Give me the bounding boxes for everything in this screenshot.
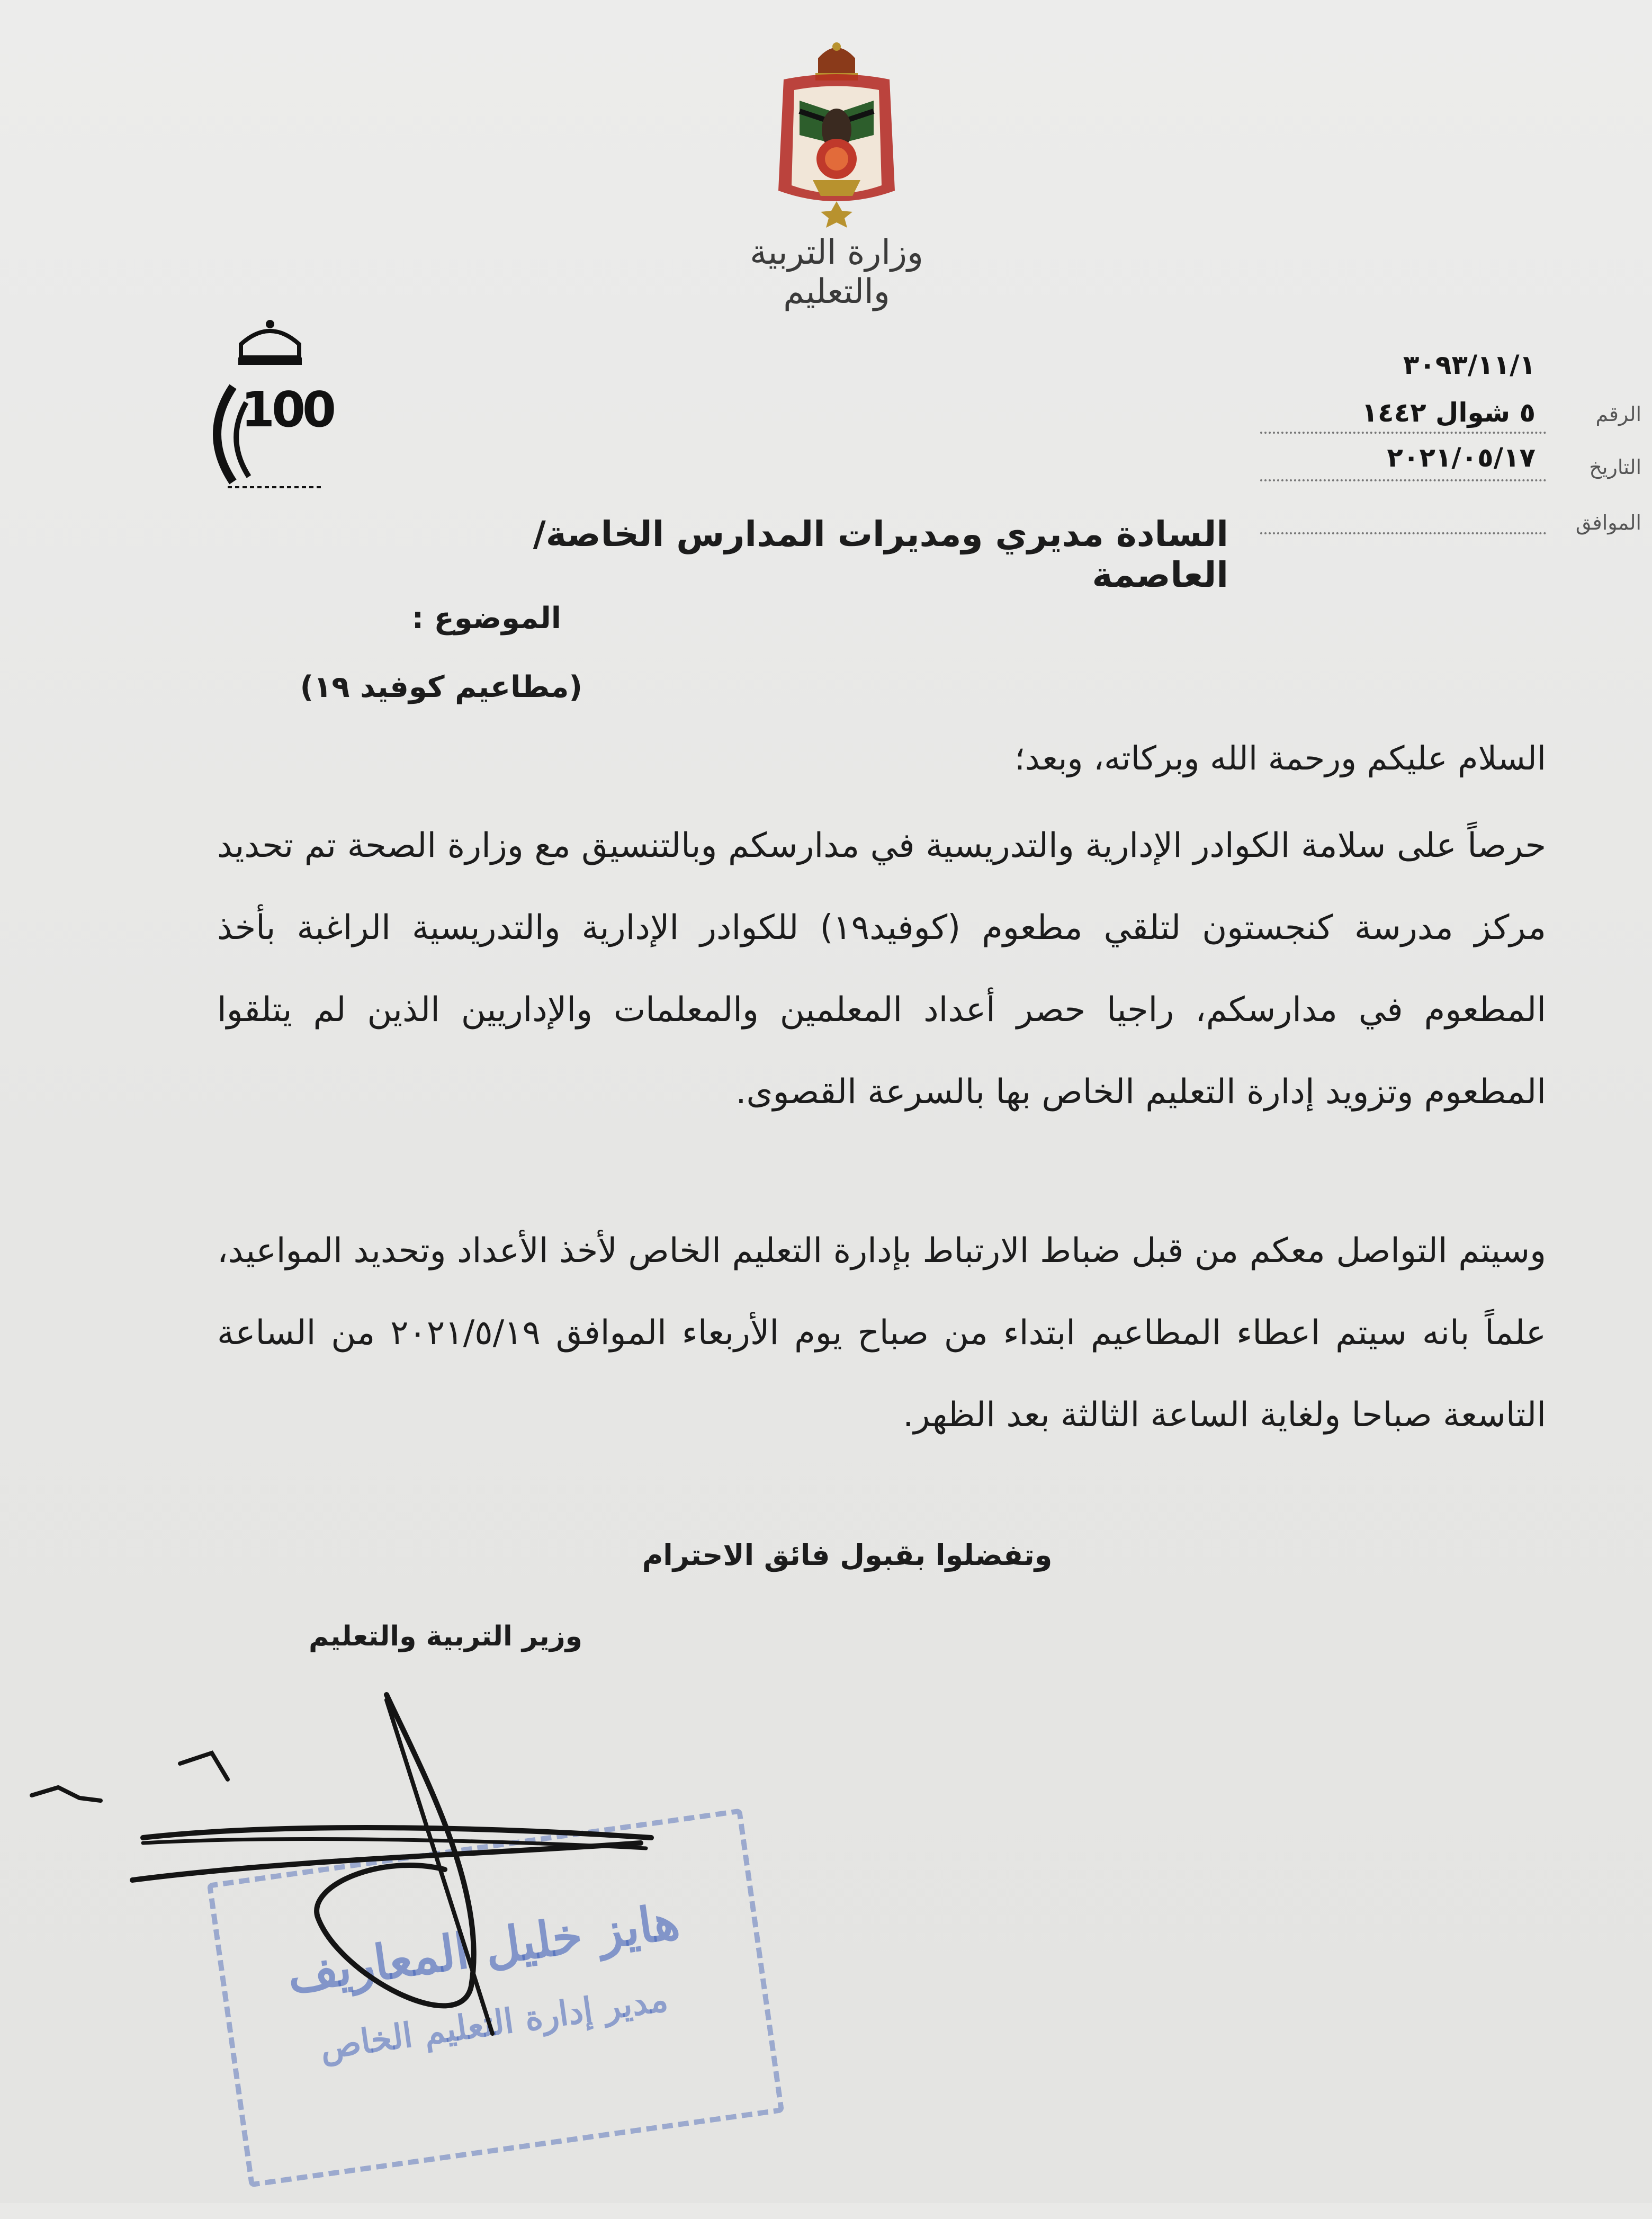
date-line xyxy=(1260,479,1546,481)
subject-value: (مطاعيم كوفيد ١٩) xyxy=(300,670,582,704)
gregorian-date: ٢٠٢١/٠٥/١٧ xyxy=(1387,442,1536,473)
coat-of-arms-icon xyxy=(762,37,911,228)
stamp-role: مدير إدارة التعليم الخاص xyxy=(317,1979,670,2068)
date-label: التاريخ xyxy=(1589,455,1641,479)
subject-label: الموضوع : xyxy=(411,601,561,636)
closing-line: وتفضلوا بقبول فائق الاحترام xyxy=(642,1538,1053,1572)
corresponding-line xyxy=(1260,532,1546,534)
greeting: السلام عليكم ورحمة الله وبركاته، وبعد؛ xyxy=(1014,739,1546,777)
hijri-date: ٥ شوال ١٤٤٢ xyxy=(1361,397,1536,428)
addressee: السادة مديري ومديرات المدارس الخاصة/العاصمة xyxy=(533,514,1228,595)
ministry-name: وزارة التربية والتعليم xyxy=(750,233,923,311)
stamp-name: هايز خليل المعاريف xyxy=(283,1892,683,2005)
body-paragraph-2: وسيتم التواصل معكم من قبل ضباط الارتباط بإدارة التعليم الخاص لأخذ الأعداد وتحديد المواعيد، علماً بانه سيتم اعطاء المطاعيم ابتداء من صباح يوم الأربعاء الموافق ٢٠٢١/٥/١٩ من الساعة التاسعة صباحا ولغاية الساعة الثالثة بعد الظهر. xyxy=(217,1231,1546,1435)
corresponding-label: الموافق xyxy=(1575,511,1641,534)
reference-number-line xyxy=(1260,432,1546,434)
body-paragraph-1: حرصاً على سلامة الكوادر الإدارية والتدريسية في مدارسكم وبالتنسيق مع وزارة الصحة تم تحديد مركز مدرسة كنجستون لتلقي مطعوم (كوفيد١٩) للكوادر الإدارية والتدريسية الراغبة بأخذ المطعوم في مدارسكم، راجيا حصر أعداد المعلمين والمعلمات والإداريين الذين لم يتلقوا المطعوم وتزويد إدارة التعليم الخاص بها بالسرعة القصوى. xyxy=(217,826,1546,1112)
reference-number-label: الرقم xyxy=(1595,402,1641,426)
handwritten-signature-icon xyxy=(21,1668,710,2039)
reference-number: ٣٠٩٣/١١/١ xyxy=(1403,350,1536,380)
signer-title: وزير التربية والتعليم xyxy=(308,1621,582,1652)
centenary-logo-text: 100 xyxy=(241,381,334,438)
